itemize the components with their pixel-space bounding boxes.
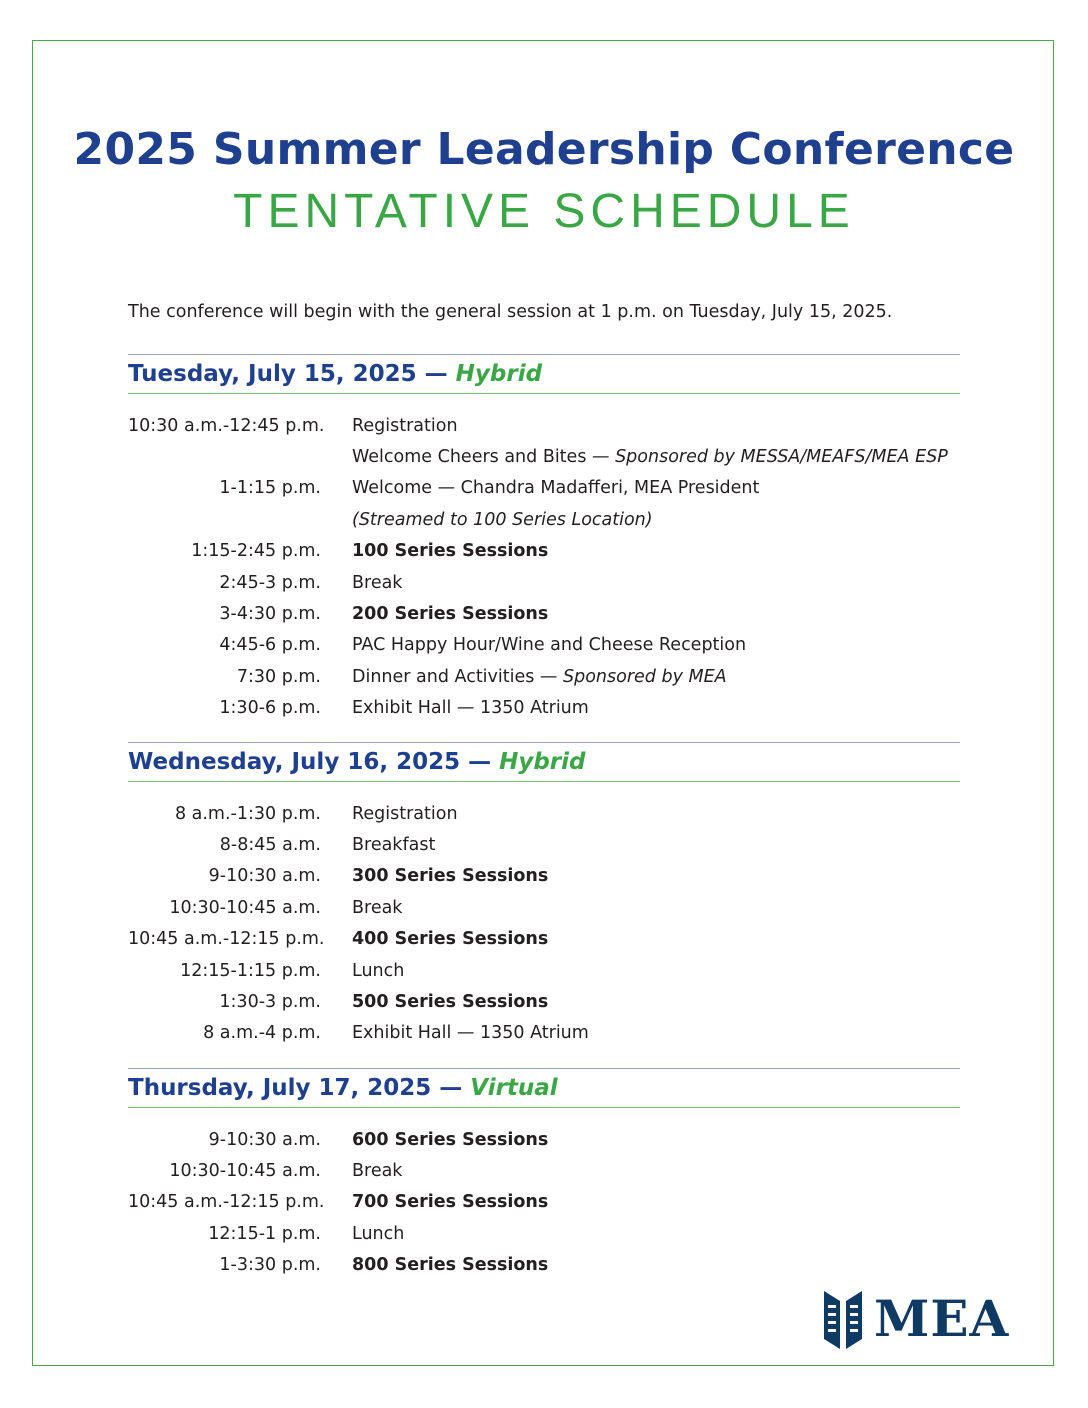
- page-subtitle: TENTATIVE SCHEDULE: [233, 185, 855, 238]
- row-item: Breakfast: [352, 835, 436, 856]
- row-item: Lunch: [352, 1223, 405, 1244]
- schedule-row: [128, 567, 960, 598]
- schedule-row: [128, 986, 960, 1017]
- row-time: 1-1:15 p.m.: [219, 478, 321, 499]
- schedule-row: [128, 473, 960, 504]
- day-label: Thursday, July 17, 2025 —: [128, 1075, 463, 1101]
- schedule-row: [128, 536, 960, 567]
- schedule-row: [128, 504, 960, 535]
- row-item: (Streamed to 100 Series Location): [352, 509, 653, 530]
- schedule-row: [128, 1155, 960, 1186]
- row-sponsor: Sponsored by MESSA/MEAFS/MEA ESP: [615, 447, 948, 468]
- schedule-row: [128, 441, 960, 472]
- schedule-row: [128, 924, 960, 955]
- day-label: Tuesday, July 15, 2025 —: [128, 361, 448, 387]
- mode-label: Virtual: [470, 1075, 558, 1101]
- schedule-row: [128, 661, 960, 692]
- row-time: 9-10:30 a.m.: [208, 1129, 321, 1150]
- row-time: 10:45 a.m.-12:15 p.m.: [128, 1192, 325, 1213]
- row-time: 8 a.m.-4 p.m.: [203, 1023, 321, 1044]
- row-time: 10:45 a.m.-12:15 p.m.: [128, 929, 325, 950]
- row-item: Welcome — Chandra Madafferi, MEA President: [352, 478, 760, 499]
- page-title: 2025 Summer Leadership Conference: [73, 124, 1015, 175]
- row-time: 3-4:30 p.m.: [219, 604, 321, 625]
- row-time: 10:30-10:45 a.m.: [169, 1161, 321, 1182]
- row-item: 800 Series Sessions: [352, 1255, 549, 1276]
- schedule-section-thursday: [128, 1068, 960, 1281]
- row-item-text: Welcome Cheers and Bites —: [352, 447, 616, 468]
- section-heading: [128, 1068, 960, 1108]
- row-item: PAC Happy Hour/Wine and Cheese Reception: [352, 635, 747, 656]
- row-item: 200 Series Sessions: [352, 604, 549, 625]
- schedule-row: [128, 892, 960, 923]
- logo-wordmark: MEA: [874, 1289, 1010, 1348]
- row-item: 700 Series Sessions: [352, 1192, 549, 1213]
- row-time: 7:30 p.m.: [236, 666, 321, 687]
- schedule-row: [128, 1124, 960, 1155]
- row-item: 500 Series Sessions: [352, 992, 549, 1013]
- schedule-row: [128, 410, 960, 441]
- row-time: 1-3:30 p.m.: [219, 1255, 321, 1276]
- schedule-row: [128, 798, 960, 829]
- row-item: 300 Series Sessions: [352, 866, 549, 887]
- row-time: 12:15-1:15 p.m.: [180, 960, 321, 981]
- schedule-row: [128, 1187, 960, 1218]
- row-item: Break: [352, 572, 403, 593]
- row-item: Registration: [352, 803, 458, 824]
- row-time: 1:15-2:45 p.m.: [191, 541, 321, 562]
- row-time: 1:30-6 p.m.: [219, 698, 321, 719]
- schedule-rows: [128, 1124, 960, 1281]
- schedule-row: [128, 955, 960, 986]
- row-sponsor: Sponsored by MEA: [563, 666, 727, 687]
- schedule-row: [128, 1250, 960, 1281]
- mode-label: Hybrid: [455, 361, 543, 387]
- schedule-row: [128, 693, 960, 724]
- day-label: Wednesday, July 16, 2025 —: [128, 749, 492, 775]
- row-item-text: Dinner and Activities —: [352, 666, 563, 687]
- schedule-section-tuesday: [128, 354, 960, 724]
- row-time: 2:45-3 p.m.: [219, 572, 321, 593]
- row-item: 400 Series Sessions: [352, 929, 549, 950]
- row-time: 8 a.m.-1:30 p.m.: [174, 803, 321, 824]
- row-item: [352, 667, 727, 687]
- row-item: [352, 447, 948, 467]
- schedule-row: [128, 1018, 960, 1049]
- row-time: 10:30-10:45 a.m.: [169, 897, 321, 918]
- row-item: Break: [352, 1161, 403, 1182]
- row-time: 10:30 a.m.-12:45 p.m.: [128, 415, 325, 436]
- section-heading: [128, 742, 960, 782]
- schedule-rows: [128, 798, 960, 1049]
- schedule-row: [128, 1218, 960, 1249]
- row-item: Registration: [352, 415, 458, 436]
- intro-text: The conference will begin with the general session at 1 p.m. on Tuesday, July 15, 2025.: [128, 302, 893, 322]
- schedule-rows: [128, 410, 960, 724]
- row-item: Lunch: [352, 960, 405, 981]
- row-item: Exhibit Hall — 1350 Atrium: [352, 1023, 589, 1044]
- schedule-row: [128, 861, 960, 892]
- schedule-row: [128, 630, 960, 661]
- row-item: Exhibit Hall — 1350 Atrium: [352, 698, 589, 719]
- row-item: 600 Series Sessions: [352, 1129, 549, 1150]
- row-item: 100 Series Sessions: [352, 541, 549, 562]
- row-time: 1:30-3 p.m.: [219, 992, 321, 1013]
- mode-label: Hybrid: [499, 749, 586, 775]
- row-time: 4:45-6 p.m.: [219, 635, 321, 656]
- row-item: Break: [352, 897, 403, 918]
- row-time: 9-10:30 a.m.: [208, 866, 321, 887]
- section-heading: [128, 354, 960, 394]
- row-time: 8-8:45 a.m.: [219, 835, 321, 856]
- mea-logo-icon: [822, 1287, 864, 1351]
- schedule-row: [128, 598, 960, 629]
- schedule-section-wednesday: [128, 742, 960, 1049]
- schedule-row: [128, 829, 960, 860]
- row-time: 12:15-1 p.m.: [208, 1223, 321, 1244]
- mea-logo: [822, 1286, 1009, 1352]
